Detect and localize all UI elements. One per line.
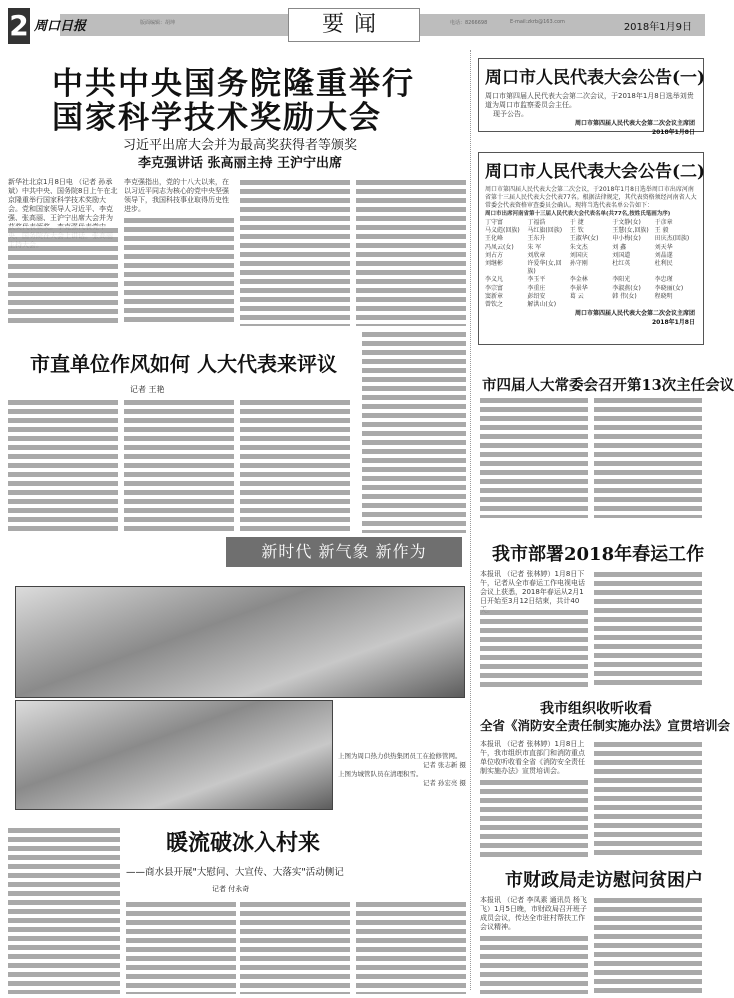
main-story-body bbox=[240, 178, 350, 326]
delegate-name: 丁守富 bbox=[485, 219, 504, 226]
main-story-lead: 新华社北京1月8日电 （记者 孙承斌）中共中央、国务院8日上午在北京隆重举行国家科学技术奖励大会。党和国家领导人习近平、李克强、张高丽、王沪宁出席大会并为 bbox=[8, 178, 118, 222]
main-story-para: 李克强指出，党的十八大以来，在以习近平同志为核心的党中央坚强领导下，我国科技事业取得历史性进步。 bbox=[124, 178, 234, 214]
photo-snow-clearing-wide bbox=[15, 586, 465, 698]
delegate-name: 李金林 bbox=[569, 276, 588, 284]
delegate-name: 王东升 bbox=[527, 235, 546, 243]
story3-body bbox=[480, 396, 588, 518]
notice-2-date: 2018年1月8日 bbox=[651, 319, 695, 327]
notice-1-body: 周口市第四届人民代表大会第二次会议，于2018年1月8日选举刘贵道为周口市监察委员会主任。 bbox=[479, 92, 703, 110]
delegate-name: 于 捷 bbox=[569, 219, 584, 226]
notice-1 bbox=[478, 58, 706, 136]
delegate-name: 刘继彬 bbox=[485, 260, 504, 268]
main-subtitle1: 习近平出席大会并为最高奖获得者等颁奖 bbox=[122, 138, 357, 153]
delegate-name: 朱 军 bbox=[527, 243, 542, 251]
delegate-name: 许爱华(女,回族) bbox=[527, 260, 562, 276]
story5-body bbox=[480, 778, 588, 858]
delegate-name: 申小梅(女) bbox=[612, 235, 641, 243]
story3-body bbox=[594, 396, 702, 518]
main-story-body bbox=[356, 178, 466, 326]
delegate-name: 李义凡 bbox=[485, 276, 504, 284]
story3-headline: 市四届人大常委会召开第13次主任会议 bbox=[482, 377, 734, 394]
delegate-name: 刘晶遂 bbox=[654, 251, 673, 259]
story6-subtitle: ——商水县开展"大慰问、大宣传、大落实"活动侧记 bbox=[126, 867, 344, 878]
delegate-name: 孙守刚 bbox=[569, 260, 588, 268]
story2-body bbox=[8, 398, 118, 533]
story4-body bbox=[480, 608, 588, 688]
delegate-name: 王化峰 bbox=[485, 235, 504, 243]
caption-line2: 上图为城管队员在清理积雪。 bbox=[338, 770, 423, 778]
delegate-name: 王淑华(女) bbox=[569, 235, 599, 243]
photo-snow-clearing bbox=[15, 700, 333, 810]
story2-body bbox=[124, 398, 234, 533]
caption-credit2: 记者 孙宏亮 摄 bbox=[422, 779, 466, 787]
phone-info: 电话：8266698 bbox=[450, 20, 488, 26]
delegate-name: 李忠瑾 bbox=[654, 276, 673, 284]
delegate-name: 于文静(女) bbox=[612, 219, 641, 226]
delegate-name: 刘 鑫 bbox=[612, 243, 627, 251]
story5-lead: 本报讯 （记者 张林婷）1月8日上午，我市组织市直部门和消防重点单位收听收看全省《消防安全责任制实施办法》宣贯培训会。 bbox=[480, 740, 588, 776]
paper-logo: 周口日报 bbox=[34, 19, 87, 34]
story7-body bbox=[480, 934, 588, 994]
delegate-name: 冯凤云(女) bbox=[485, 243, 514, 251]
delegate-name: 李重庄 bbox=[527, 284, 546, 292]
story5-headline-line2: 全省《消防安全责任制实施办法》宣贯培训会 bbox=[480, 718, 731, 733]
caption-credit1: 记者 张志新 摄 bbox=[422, 761, 466, 769]
notice-2-title: 周口市人民代表大会公告(二) bbox=[485, 162, 706, 182]
delegate-name: 解洪山(女) bbox=[527, 301, 557, 309]
delegate-name: 李宗富 bbox=[485, 284, 504, 292]
notice-2-list-title: 周口市出席河南省第十三届人民代表大会代表名单(共77名,按姓氏笔画为序) bbox=[479, 210, 703, 219]
email-info: E-mail:zkrb@163.com bbox=[510, 19, 565, 25]
delegate-name: 王慧(女,回族) bbox=[612, 227, 649, 235]
delegate-name: 刘国道 bbox=[612, 251, 631, 259]
delegate-name: 程晓明 bbox=[654, 292, 673, 300]
delegate-name: 田庆杰(回族) bbox=[654, 235, 690, 243]
delegate-name: 丁福浩 bbox=[527, 219, 546, 226]
delegate-name: 窦新章 bbox=[485, 292, 504, 300]
delegate-name: 刘欣章 bbox=[527, 251, 546, 259]
story2-body bbox=[240, 398, 350, 533]
delegate-name: 马红旗(回族) bbox=[527, 227, 563, 235]
delegate-name: 王 钦 bbox=[569, 227, 584, 235]
story6-headline: 暖流破冰入村来 bbox=[166, 830, 321, 856]
delegate-name: 王 毅 bbox=[654, 227, 669, 235]
delegate-name: 于彦章 bbox=[654, 219, 673, 226]
story6-body bbox=[8, 826, 120, 994]
delegate-list bbox=[479, 219, 703, 309]
story7-body bbox=[594, 896, 702, 994]
delegate-name: 刘天华 bbox=[654, 243, 673, 251]
main-story-body bbox=[124, 216, 234, 326]
story6-body bbox=[240, 900, 350, 994]
story7-headline: 市财政局走访慰问贫困户 bbox=[505, 870, 703, 891]
theme-banner: 新时代 新气象 新作为 bbox=[226, 537, 462, 567]
story7-lead: 本报讯 （记者 李凤素 通讯员 杨飞飞）1月5日晚，市财政局召开班子成员会议，传达全市驻村帮扶工作会议精神。 bbox=[480, 896, 587, 931]
delegate-name: 曾钦之 bbox=[485, 301, 504, 309]
delegate-name: 李阳光 bbox=[612, 276, 631, 284]
story6-body bbox=[356, 900, 466, 994]
notice-1-body2: 现予公告。 bbox=[479, 110, 703, 119]
notice-2-body: 周口市第四届人民代表大会第二次会议，于2018年1月8日选举周口市出席河南省第十三届人民代表大会代表77名。根据法律规定，其代表资格须经河南省人大常委会代表资格审查委员会确认。现将当选代表名单公告如下： bbox=[479, 186, 703, 210]
delegate-name: 李玉平 bbox=[527, 276, 546, 284]
story6-byline: 记者 付永奇 bbox=[212, 885, 250, 893]
story5-headline-line1: 我市组织收听收看 bbox=[540, 701, 652, 717]
delegate-name: 李淑燕(女) bbox=[612, 284, 641, 292]
caption-line1: 上图为周口热力供热集团员工在抢修管网。 bbox=[338, 752, 462, 760]
main-headline-line2: 国家科学技术奖励大会 bbox=[52, 100, 382, 136]
notice-2-signature: 周口市第四届人民代表大会第二次会议主席团 bbox=[574, 310, 695, 318]
delegate-name: 刘占方 bbox=[485, 251, 504, 259]
main-story-body bbox=[8, 226, 118, 326]
story2-byline: 记者 王艳 bbox=[130, 385, 165, 394]
notice-1-signature: 周口市第四届人民代表大会第二次会议主席团 bbox=[574, 120, 695, 127]
photo-caption bbox=[338, 752, 466, 788]
notice-1-date: 2018年1月8日 bbox=[651, 129, 695, 136]
notice-2 bbox=[478, 152, 704, 345]
main-subtitle2: 李克强讲话 张高丽主持 王沪宁出席 bbox=[137, 156, 343, 171]
notice-1-title: 周口市人民代表大会公告(一) bbox=[485, 68, 706, 88]
delegate-name: 杜利民 bbox=[654, 260, 673, 268]
story6-body bbox=[126, 900, 236, 994]
story5-body bbox=[594, 740, 702, 858]
editor-info: 版面编辑：胡坤 bbox=[140, 20, 176, 26]
section-title: 要闻 bbox=[288, 8, 420, 42]
delegate-name: 朱文杰 bbox=[569, 243, 588, 251]
delegate-name: 彭绍安 bbox=[527, 292, 546, 300]
delegate-name: 杜红英 bbox=[612, 260, 631, 268]
story4-lead: 本报讯 （记者 张林婷）1月8日下午，记者从全市春运工作电视电话会议上获悉，2018年春运从2月1日开始至3月12日结束，共计40 bbox=[480, 570, 588, 606]
story2-headline: 市直单位作风如何 人大代表来评议 bbox=[30, 352, 337, 376]
issue-date: 2018年1月9日 bbox=[623, 22, 692, 33]
story4-headline: 我市部署2018年春运工作 bbox=[492, 544, 705, 565]
delegate-name: 李景华 bbox=[569, 284, 588, 292]
delegate-name: 刘国庆 bbox=[569, 251, 588, 259]
main-headline-line1: 中共中央国务院隆重举行 bbox=[52, 66, 415, 102]
page-number: 2 bbox=[9, 9, 29, 42]
delegate-name: 马义彪(回族) bbox=[485, 227, 520, 235]
story4-body bbox=[594, 570, 702, 688]
column-divider bbox=[470, 50, 471, 990]
delegate-name: 韩 伟(女) bbox=[612, 292, 637, 300]
story2-body bbox=[362, 330, 466, 533]
delegate-name: 葛 云 bbox=[569, 292, 584, 300]
delegate-name: 李晓丽(女) bbox=[654, 284, 684, 292]
